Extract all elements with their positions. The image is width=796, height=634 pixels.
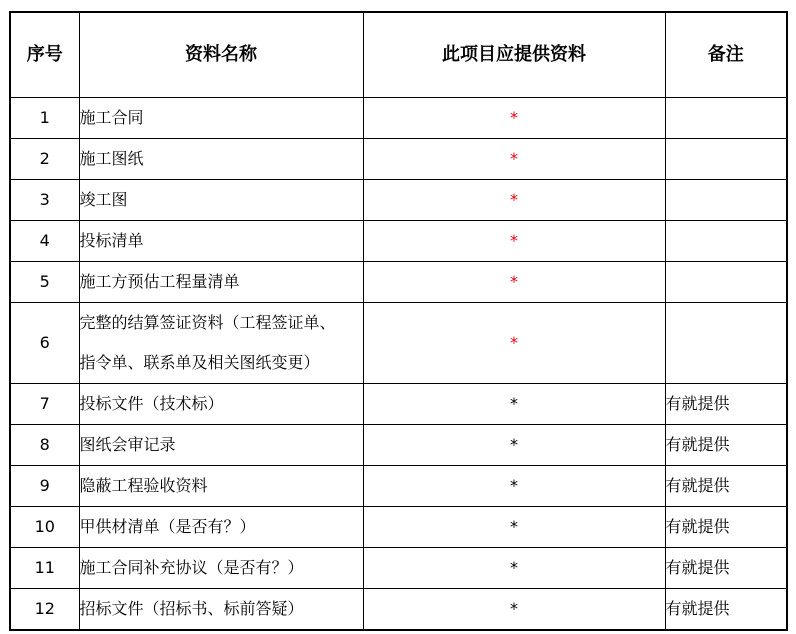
row-number: 12 — [10, 589, 79, 631]
required-mark: * — [363, 221, 665, 262]
row-note: 有就提供 — [665, 466, 787, 507]
row-number: 3 — [10, 180, 79, 221]
row-number: 5 — [10, 262, 79, 303]
row-name: 图纸会审记录 — [79, 425, 363, 466]
row-name: 隐蔽工程验收资料 — [79, 466, 363, 507]
row-name-line-1: 完整的结算签证资料（工程签证单、 — [79, 313, 336, 332]
table-row — [10, 425, 787, 466]
row-note: 有就提供 — [665, 425, 787, 466]
materials-table — [9, 11, 788, 631]
table-row — [10, 384, 787, 425]
optional-mark: * — [363, 507, 665, 548]
row-note — [665, 221, 787, 262]
row-number: 9 — [10, 466, 79, 507]
row-number: 8 — [10, 425, 79, 466]
row-name: 施工合同补充协议（是否有？） — [79, 548, 363, 589]
header-required: 此项目应提供资料 — [363, 12, 665, 98]
row-name: 招标文件（招标书、标前答疑） — [79, 589, 363, 631]
table-row — [10, 589, 787, 631]
row-name: 甲供材清单（是否有？） — [79, 507, 363, 548]
table-row — [10, 98, 787, 139]
table-row — [10, 221, 787, 262]
row-name: 竣工图 — [79, 180, 363, 221]
table-row — [10, 507, 787, 548]
row-note — [665, 139, 787, 180]
header-no: 序号 — [10, 12, 79, 98]
row-number: 11 — [10, 548, 79, 589]
row-number: 2 — [10, 139, 79, 180]
row-note — [665, 98, 787, 139]
table-row — [10, 303, 787, 384]
optional-mark: * — [363, 466, 665, 507]
row-number: 6 — [10, 303, 79, 384]
row-number: 1 — [10, 98, 79, 139]
table-row — [10, 548, 787, 589]
row-note — [665, 303, 787, 384]
table-row — [10, 262, 787, 303]
optional-mark: * — [363, 425, 665, 466]
optional-mark: * — [363, 384, 665, 425]
optional-mark: * — [363, 589, 665, 631]
table-row — [10, 466, 787, 507]
row-number: 4 — [10, 221, 79, 262]
row-note: 有就提供 — [665, 548, 787, 589]
required-mark: * — [363, 303, 665, 384]
row-note: 有就提供 — [665, 384, 787, 425]
row-number: 10 — [10, 507, 79, 548]
required-mark: * — [363, 98, 665, 139]
optional-mark: * — [363, 548, 665, 589]
header-note: 备注 — [665, 12, 787, 98]
required-mark: * — [363, 139, 665, 180]
table-row — [10, 180, 787, 221]
row-number: 7 — [10, 384, 79, 425]
row-name: 施工合同 — [79, 98, 363, 139]
header-row — [10, 12, 787, 98]
row-name-line-2: 指令单、联系单及相关图纸变更） — [79, 353, 320, 372]
header-name: 资料名称 — [79, 12, 363, 98]
row-name: 施工方预估工程量清单 — [79, 262, 363, 303]
row-note — [665, 262, 787, 303]
table-row — [10, 139, 787, 180]
row-note: 有就提供 — [665, 507, 787, 548]
row-name — [79, 303, 363, 384]
row-note — [665, 180, 787, 221]
required-mark: * — [363, 180, 665, 221]
row-name: 施工图纸 — [79, 139, 363, 180]
required-mark: * — [363, 262, 665, 303]
row-name: 投标文件（技术标） — [79, 384, 363, 425]
row-note: 有就提供 — [665, 589, 787, 631]
row-name: 投标清单 — [79, 221, 363, 262]
